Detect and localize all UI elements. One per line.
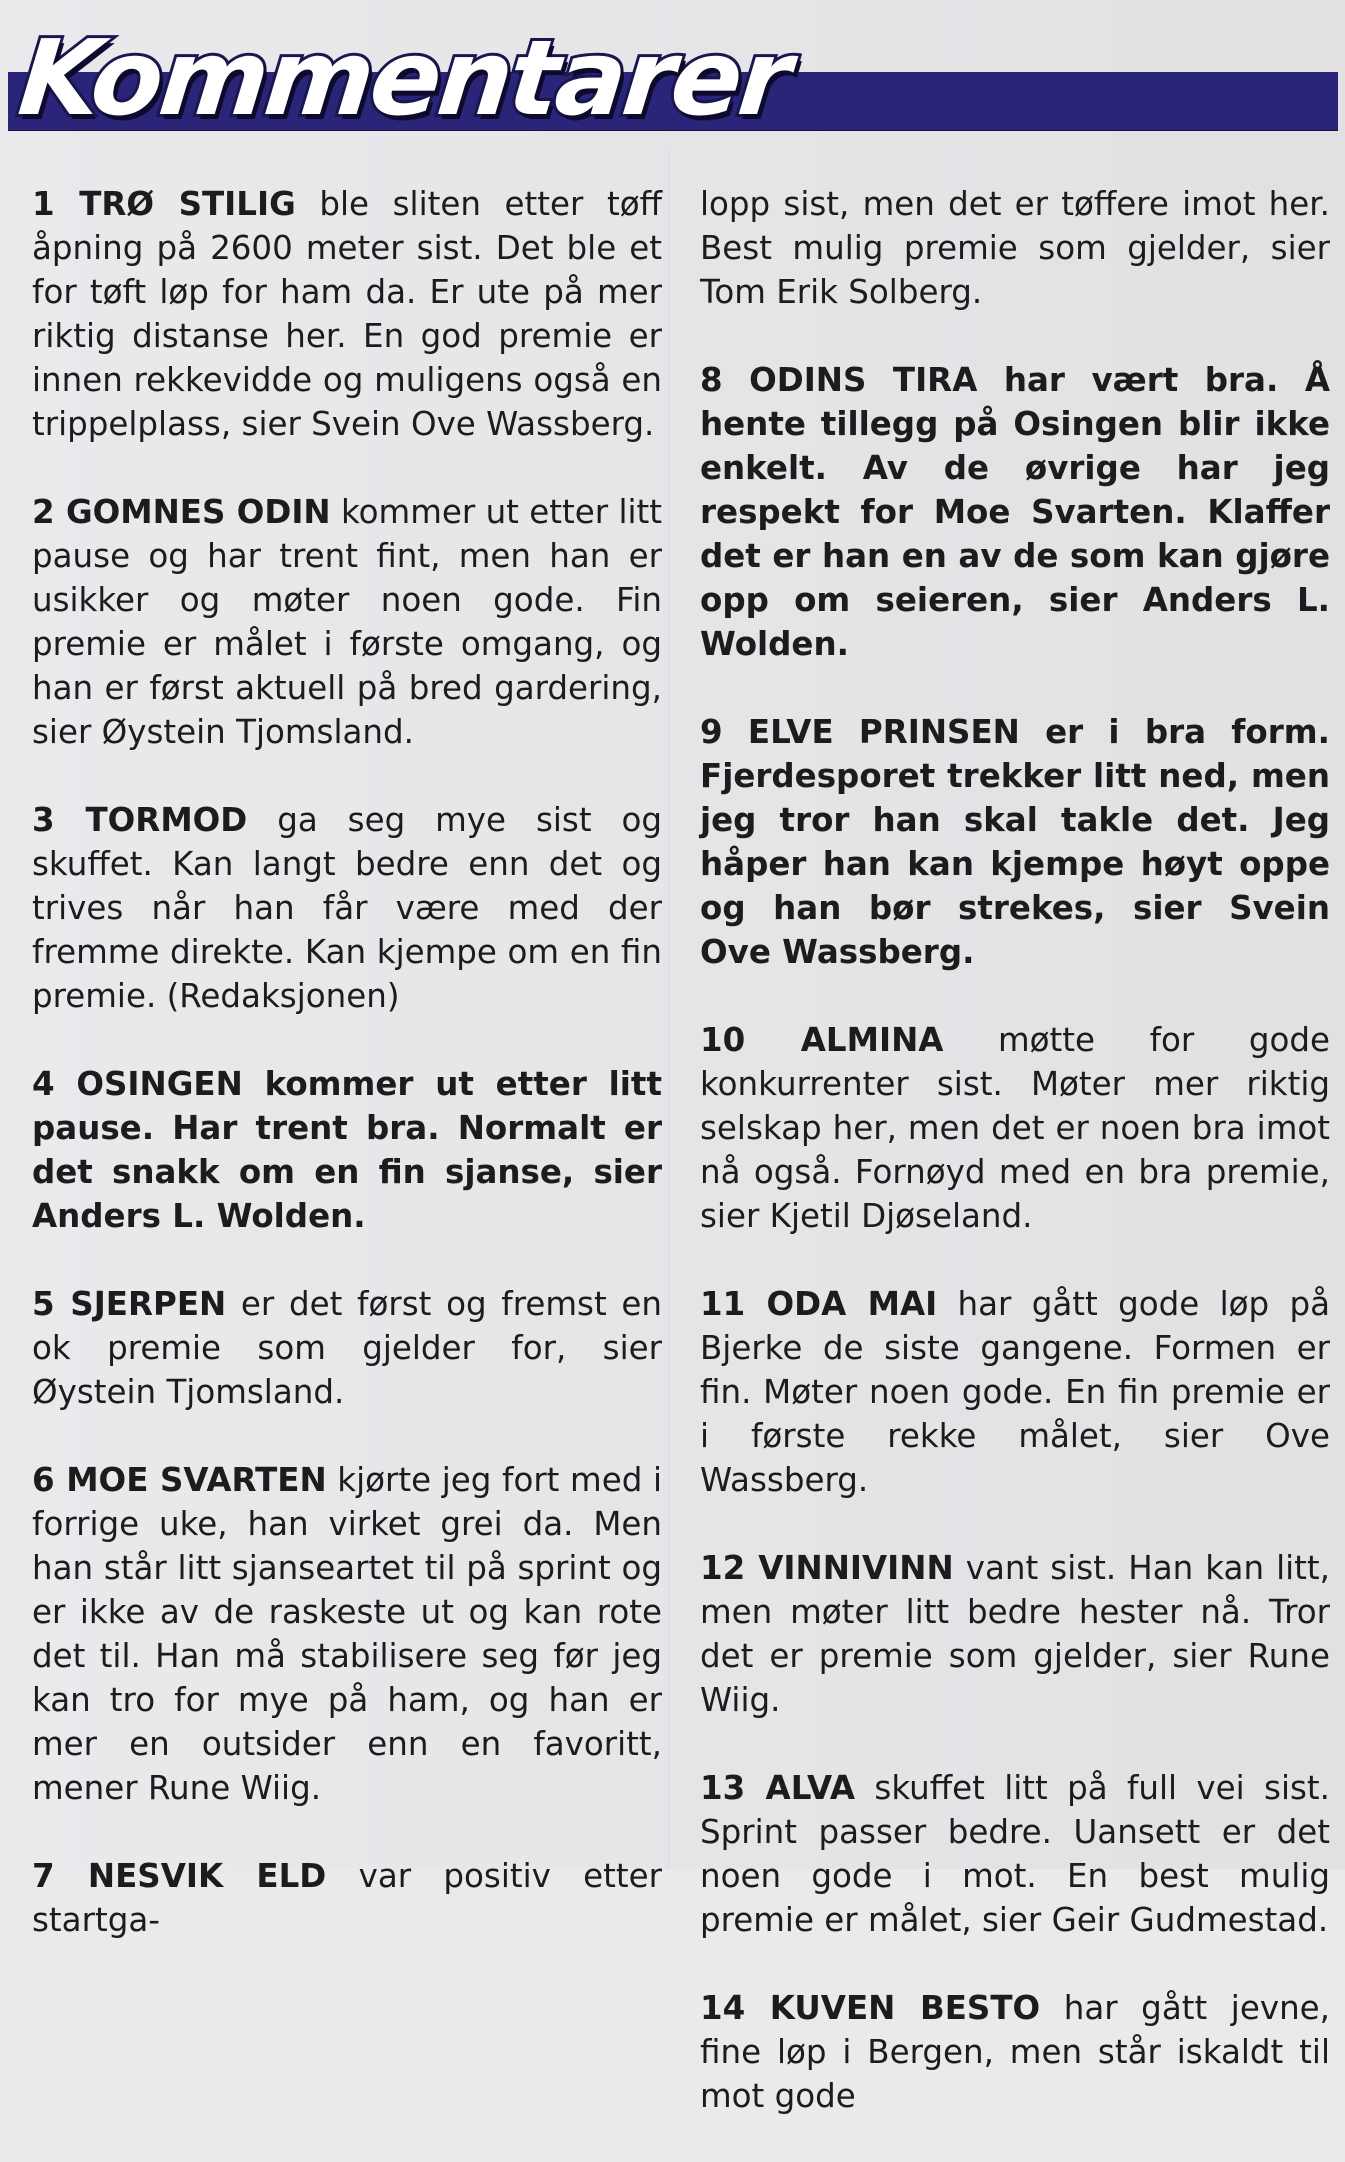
- comment-entry: [32, 490, 662, 754]
- comment-entry: [700, 1546, 1330, 1722]
- comment-entry: [32, 182, 662, 446]
- right-column: [700, 182, 1330, 2162]
- comment-entry: [32, 1282, 662, 1414]
- comment-text: har vært bra. Å hente tillegg på Osingen blir ikke enkelt. Av de øvrige har jeg respekt for Moe Svarten. Klaffer det er han en av de som kan gjøre opp om seieren, sier Anders L. Wolden.: [700, 361, 1330, 663]
- comment-text: vant sist. Han kan litt, men møter litt bedre hester nå. Tror det er premie som gjelder, sier Rune Wiig.: [700, 1549, 1330, 1719]
- horse-name: 6 MOE SVARTEN: [32, 1461, 327, 1499]
- horse-name: 2 GOMNES ODIN: [32, 493, 331, 531]
- column-divider: [668, 150, 669, 1869]
- horse-name: 14 KUVEN BESTO: [700, 1989, 1041, 2027]
- horse-name: 3 TORMOD: [32, 801, 248, 839]
- comment-text: var positiv etter startga-: [32, 1857, 662, 1939]
- comment-text: ga seg mye sist og skuffet. Kan langt bedre enn det og trives når han får være med der fremme direkte. Kan kjempe om en fin premie. (Redaksjonen): [32, 801, 663, 1015]
- horse-name: 7 NESVIK ELD: [32, 1857, 327, 1895]
- comment-entry: [700, 358, 1330, 666]
- comment-entry: [700, 1282, 1330, 1502]
- comment-text: kommer ut etter litt pause og har trent fint, men han er usikker og møter noen gode. Fin premie er målet i første omgang, og han er først aktuell på bred gardering, sier Øystein Tjomsland.: [32, 493, 662, 751]
- comment-text: er i bra form. Fjerdesporet trekker litt ned, men jeg tror han skal takle det. Jeg håper han kan kjempe høyt oppe og han bør strekes, sier Svein Ove Wassberg.: [700, 713, 1330, 971]
- comment-entry: [700, 710, 1330, 974]
- comment-text: har gått jevne, fine løp i Bergen, men står iskaldt til mot gode: [700, 1989, 1330, 2115]
- horse-name: 8 ODINS TIRA: [700, 361, 978, 399]
- comment-entry: [700, 1986, 1330, 2118]
- horse-name: 1 TRØ STILIG: [32, 185, 296, 223]
- comment-entry: [32, 1854, 662, 1942]
- comment-text: lopp sist, men det er tøffere imot her. Best mulig premie som gjelder, sier Tom Erik Solberg.: [700, 185, 1330, 311]
- comment-text: skuffet litt på full vei sist. Sprint passer bedre. Uansett er det noen gode i mot. En best mulig premie er målet, sier Geir Gudmestad.: [700, 1769, 1330, 1939]
- page-title: Kommentarer: [13, 17, 795, 139]
- comment-text: ble sliten etter tøff åpning på 2600 meter sist. Det ble et for tøft løp for ham da. Er ute på mer riktig distanse her. En god premie er innen rekkevidde og muligens også en trippelplass, sier Svein Ove Wassberg.: [32, 185, 662, 443]
- comment-entry: [32, 1458, 662, 1810]
- comment-text: møtte for gode konkurrenter sist. Møter mer riktig selskap her, men det er noen bra imot nå også. Fornøyd med en bra premie, sier Kjetil Djøseland.: [700, 1021, 1330, 1235]
- comment-entry: [32, 1062, 662, 1238]
- comment-entry: [32, 798, 662, 1018]
- horse-name: 12 VINNIVINN: [700, 1549, 954, 1587]
- horse-name: 11 ODA MAI: [700, 1285, 938, 1323]
- horse-name: 13 ALVA: [700, 1769, 856, 1807]
- horse-name: 9 ELVE PRINSEN: [700, 713, 1020, 751]
- comment-text: er det først og fremst en ok premie som gjelder for, sier Øystein Tjomsland.: [32, 1285, 662, 1411]
- comment-entry: [700, 1766, 1330, 1942]
- comment-entry-continued: [700, 182, 1330, 314]
- horse-name: 4 OSINGEN: [32, 1065, 243, 1103]
- comment-entry: [700, 1018, 1330, 1238]
- comment-text: kommer ut etter litt pause. Har trent bra. Normalt er det snakk om en fin sjanse, sier Anders L. Wolden.: [32, 1065, 662, 1235]
- horse-name: 5 SJERPEN: [32, 1285, 227, 1323]
- comment-text: kjørte jeg fort med i forrige uke, han virket grei da. Men han står litt sjanseartet til på sprint og er ikke av de raskeste ut og kan rote det til. Han må stabilisere seg før jeg kan tro for mye på ham, og han er mer en outsider enn en favoritt, mener Rune Wiig.: [32, 1461, 662, 1807]
- comment-text: har gått gode løp på Bjerke de siste gangene. Formen er fin. Møter noen gode. En fin premie er i første rekke målet, sier Ove Wassberg.: [700, 1285, 1330, 1499]
- left-column: [32, 182, 662, 1986]
- horse-name: 10 ALMINA: [700, 1021, 944, 1059]
